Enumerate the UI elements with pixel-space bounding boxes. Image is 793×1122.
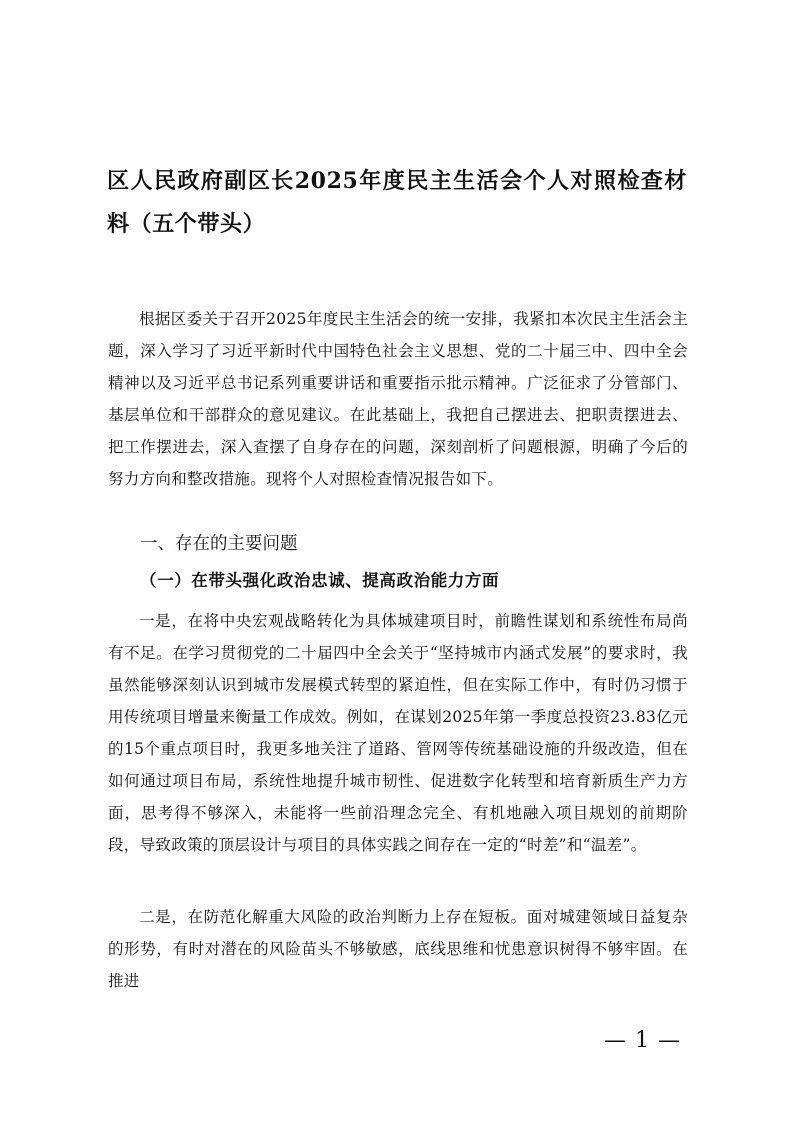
subsection-heading: （一）在带头强化政治忠诚、提高政治能力方面 bbox=[140, 571, 500, 590]
section-heading: 一、存在的主要问题 bbox=[140, 534, 298, 554]
document-title: 区人民政府副区长2025年度民主生活会个人对照检查材料（五个带头） bbox=[107, 168, 687, 237]
body-paragraph-1: 一是，在将中央宏观战略转化为具体城建项目时，前瞻性谋划和系统性布局尚有不足。在学习贯彻党的二十届四中全会关于“坚持城市内涵式发展”的要求时，我虽然能够深刻认识到城市发展模式转型的紧迫性，但在实际工作中，有时仍习惯于用传统项目增量来衡量工作成效。例如，在谋划2025年第一季度总投资23.83亿元的15个重点项目时，我更多地关注了道路、管网等传统基础设施的升级改造，但在如何通过项目布局，系统性地提升城市韧性、促进数字化转型和培育新质生产力方面，思考得不够深入，未能将一些前沿理念完全、有机地融入项目规划的前期阶段，导致政策的顶层设计与项目的具体实践之间存在一定的“时差”和“温差”。 bbox=[108, 612, 688, 854]
page-number: — 1 — bbox=[604, 1028, 681, 1053]
intro-paragraph: 根据区委关于召开2025年度民主生活会的统一安排，我紧扣本次民主生活会主题，深入学习了习近平新时代中国特色社会主义思想、党的二十届三中、四中全会精神以及习近平总书记系列重要讲话和重要指示批示精神。广泛征求了分管部门、基层单位和干部群众的意见建议。在此基础上，我把自己摆进去、把职责摆进去、把工作摆进去，深入查摆了自身存在的问题，深刻剖析了问题根源，明确了今后的努力方向和整改措施。现将个人对照检查情况报告如下。 bbox=[108, 310, 688, 488]
body-paragraph-2: 二是，在防范化解重大风险的政治判断力上存在短板。面对城建领域日益复杂的形势，有时对潜在的风险苗头不够敏感，底线思维和忧患意识树得不够牢固。在推进 bbox=[108, 908, 688, 990]
